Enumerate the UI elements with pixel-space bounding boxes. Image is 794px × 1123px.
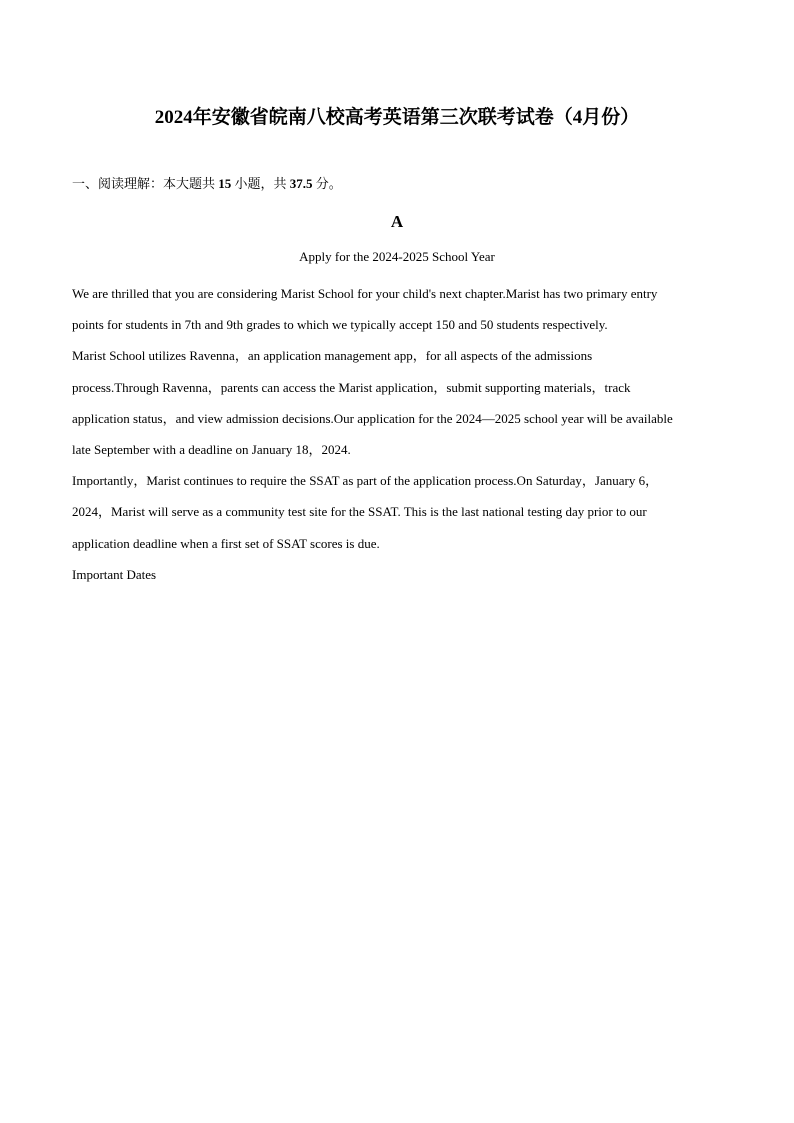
passage-subtitle: Apply for the 2024-2025 School Year (299, 249, 495, 264)
passage-letter: A (390, 212, 404, 231)
passage-line: Marist School utilizes Ravenna，an application management app，for all aspects of the admissions (72, 348, 593, 364)
section-heading-middle: 小题，共 (234, 176, 287, 191)
document-title: 2024年安徽省皖南八校高考英语第三次联考试卷（4月份） (154, 107, 640, 128)
section-heading-suffix: 分。 (315, 176, 342, 191)
passage-line: application deadline when a first set of SSAT scores is due. (72, 535, 380, 551)
important-dates-heading: Important Dates (72, 566, 157, 582)
passage-line: Importantly，Marist continues to require the SSAT as part of the application process.On Saturday，January 6， (72, 473, 659, 489)
passage-line: We are thrilled that you are considering Marist School for your child's next chapter.Marist has two primary entry (72, 286, 658, 301)
question-count: 15 (218, 176, 232, 191)
passage-line: process.Through Ravenna，parents can access the Marist application，submit supporting materials，track (72, 379, 631, 395)
passage-line: late September with a deadline on January 18，2024. (72, 441, 351, 457)
passage-line: 2024，Marist will serve as a community test site for the SSAT. This is the last national testing day prior to our (72, 504, 647, 520)
passage-body (72, 278, 722, 590)
total-score: 37.5 (289, 176, 313, 191)
passage-line: application status，and view admission decisions.Our application for the 2024—2025 school year will be available (72, 410, 673, 426)
passage-line: points for students in 7th and 9th grades to which we typically accept 150 and 50 students respectively. (72, 317, 608, 333)
section-heading (72, 174, 342, 194)
section-heading-prefix: 一、阅读理解：本大题共 (72, 176, 216, 191)
